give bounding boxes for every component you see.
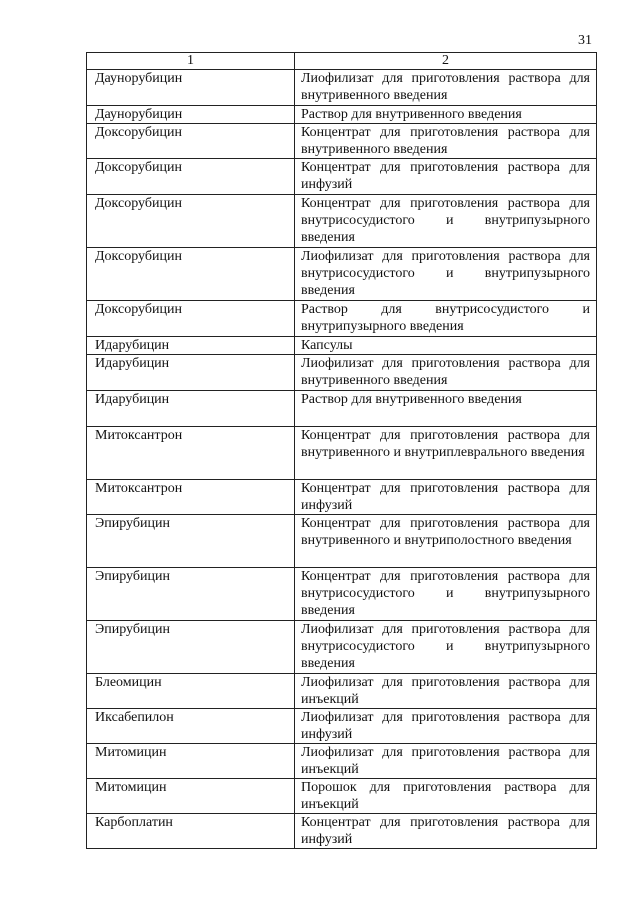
table-row (87, 674, 597, 709)
dosage-form-cell: Концентрат для приготовления раствора для инфузий (295, 814, 597, 849)
dosage-form-cell: Раствор для внутрисосудистого и внутрипузырного введения (295, 301, 597, 337)
table-row (87, 621, 597, 674)
drug-name-cell: Даунорубицин (87, 70, 295, 106)
drug-name-cell: Идарубицин (87, 355, 295, 391)
dosage-form-cell: Лиофилизат для приготовления раствора для инъекций (295, 744, 597, 779)
table-row (87, 814, 597, 849)
table-row (87, 159, 597, 195)
table-row (87, 337, 597, 355)
table-row (87, 427, 597, 480)
table-header-row (87, 53, 597, 70)
table-row (87, 106, 597, 124)
drug-name-cell: Блеомицин (87, 674, 295, 709)
drug-name-cell: Эпирубицин (87, 568, 295, 621)
table-row (87, 515, 597, 568)
dosage-form-cell: Лиофилизат для приготовления раствора для внутривенного введения (295, 355, 597, 391)
dosage-form-cell: Раствор для внутривенного введения (295, 106, 597, 124)
dosage-form-cell: Концентрат для приготовления раствора для внутривенного введения (295, 124, 597, 159)
table-row (87, 709, 597, 744)
drug-name-cell: Эпирубицин (87, 515, 295, 568)
table-row (87, 70, 597, 106)
dosage-form-cell: Лиофилизат для приготовления раствора для внутривенного введения (295, 70, 597, 106)
table-row (87, 124, 597, 159)
page-number: 31 (578, 33, 592, 48)
dosage-form-cell: Лиофилизат для приготовления раствора для инъекций (295, 674, 597, 709)
drug-name-cell: Идарубицин (87, 337, 295, 355)
drug-name-cell: Идарубицин (87, 391, 295, 427)
dosage-form-cell: Лиофилизат для приготовления раствора для инфузий (295, 709, 597, 744)
drug-name-cell: Доксорубицин (87, 159, 295, 195)
drug-name-cell: Доксорубицин (87, 124, 295, 159)
dosage-form-cell: Капсулы (295, 337, 597, 355)
dosage-form-cell: Концентрат для приготовления раствора для внутрисосудистого и внутрипузырного введения (295, 568, 597, 621)
column-header-1: 1 (87, 53, 295, 70)
table-row (87, 744, 597, 779)
table-row (87, 391, 597, 427)
drug-name-cell: Митоксантрон (87, 480, 295, 515)
drug-name-cell: Митомицин (87, 744, 295, 779)
drug-name-cell: Эпирубицин (87, 621, 295, 674)
drug-name-cell: Доксорубицин (87, 248, 295, 301)
drug-name-cell: Доксорубицин (87, 195, 295, 248)
drug-table (86, 52, 597, 849)
dosage-form-cell: Концентрат для приготовления раствора для внутривенного и внутриполостного введения (295, 515, 597, 568)
dosage-form-cell: Концентрат для приготовления раствора для инфузий (295, 480, 597, 515)
drug-name-cell: Иксабепилон (87, 709, 295, 744)
dosage-form-cell: Концентрат для приготовления раствора для инфузий (295, 159, 597, 195)
dosage-form-cell: Лиофилизат для приготовления раствора для внутрисосудистого и внутрипузырного введения (295, 248, 597, 301)
drug-name-cell: Доксорубицин (87, 301, 295, 337)
drug-name-cell: Митомицин (87, 779, 295, 814)
dosage-form-cell: Концентрат для приготовления раствора для внутрисосудистого и внутрипузырного введения (295, 195, 597, 248)
table-row (87, 568, 597, 621)
table-row (87, 779, 597, 814)
drug-name-cell: Митоксантрон (87, 427, 295, 480)
dosage-form-cell: Лиофилизат для приготовления раствора для внутрисосудистого и внутрипузырного введения (295, 621, 597, 674)
table-row (87, 248, 597, 301)
table-row (87, 355, 597, 391)
table-row (87, 480, 597, 515)
drug-name-cell: Карбоплатин (87, 814, 295, 849)
dosage-form-cell: Порошок для приготовления раствора для инъекций (295, 779, 597, 814)
dosage-form-cell: Концентрат для приготовления раствора для внутривенного и внутриплеврального введения (295, 427, 597, 480)
table-row (87, 301, 597, 337)
column-header-2: 2 (295, 53, 597, 70)
table-row (87, 195, 597, 248)
drug-name-cell: Даунорубицин (87, 106, 295, 124)
dosage-form-cell: Раствор для внутривенного введения (295, 391, 597, 427)
